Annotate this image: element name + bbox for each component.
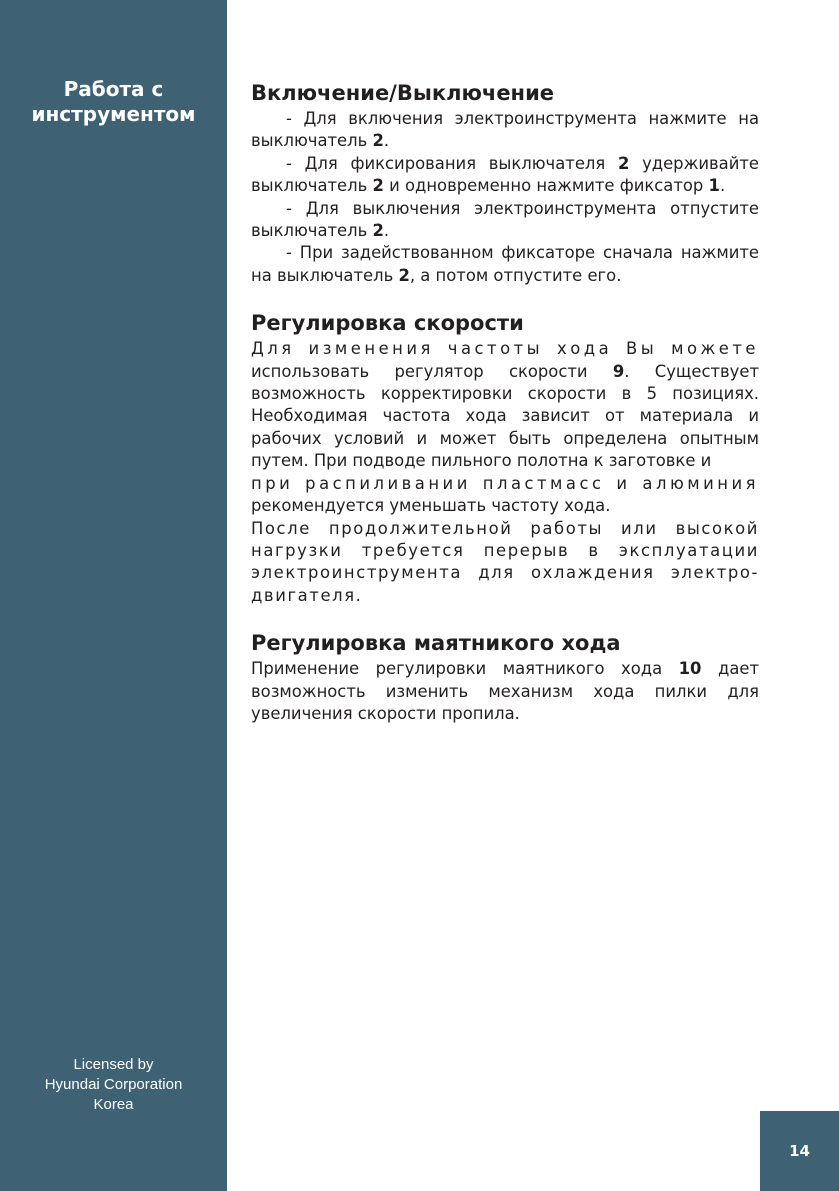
text: . Существует возможность корректировки скорости в 5 позициях. Необходимая частота хода зависит от материала и рабочих условий и может быть определена опытным путем. При подводе пильного полотна к заготовке и — [251, 361, 760, 471]
section-pendulum — [251, 630, 759, 725]
sidebar — [0, 0, 227, 1191]
section-heading-on-off: Включение/Выключение — [251, 81, 555, 105]
section-on-off — [251, 80, 759, 287]
section-heading-pendulum: Регулировка маятникого хода — [251, 631, 621, 656]
text: , а потом отпустите его. — [409, 265, 622, 285]
ref-number: 2 — [372, 131, 384, 151]
text: использовать регулятор скорости — [251, 361, 613, 381]
ref-number: 2 — [617, 153, 630, 173]
text: - Для выключения электроинструмента отпустите выключатель — [251, 198, 759, 241]
text: - Для фиксирования выключателя — [286, 153, 618, 173]
chapter-title — [0, 77, 227, 127]
text: . — [383, 131, 390, 151]
ref-number: 2 — [372, 176, 384, 196]
paragraph-switch-on — [251, 108, 759, 153]
ref-number: 1 — [708, 176, 720, 196]
page-number-box — [760, 1111, 839, 1191]
paragraph-speed-wide-line: при распиливании пластмасс и алюминия — [251, 473, 759, 493]
license-line2: Hyundai Corporation — [44, 1076, 183, 1093]
main-content — [251, 80, 759, 748]
paragraph-pendulum — [251, 658, 759, 725]
chapter-title-line2: инструментом — [31, 102, 196, 126]
paragraph-speed-body — [251, 361, 759, 473]
ref-number: 9 — [612, 361, 625, 381]
paragraph-switch-off — [251, 198, 759, 243]
text: - При задействованном фиксаторе сначала нажмите на выключатель — [251, 243, 759, 285]
text: Применение регулировки маятникого хода — [251, 659, 679, 679]
text: удерживайте выключатель — [251, 153, 759, 196]
page-number: 14 — [789, 1142, 810, 1160]
paragraph-speed-last: рекомендуется уменьшать частоту хода. — [251, 496, 611, 516]
ref-number: 2 — [398, 265, 410, 285]
text: - Для включения электроинструмента нажмите на выключатель — [251, 109, 759, 151]
paragraph-lock — [251, 153, 759, 198]
section-heading-speed: Регулировка скорости — [251, 311, 524, 336]
section-speed — [251, 310, 759, 607]
paragraph-speed-line1: Для изменения частоты хода Вы можете — [251, 339, 759, 359]
text: и одновременно нажмите фиксатор — [383, 176, 709, 196]
chapter-title-line1: Работа с — [63, 77, 164, 101]
ref-number: 2 — [372, 221, 384, 241]
paragraph-cooling: После продолжительной работы или высокой нагрузки требуется перерыв в эксплуатации электроинструмента для охлаждения электро-двигателя. — [251, 518, 759, 605]
text: . — [719, 176, 726, 196]
text: . — [383, 221, 390, 241]
paragraph-release-lock — [251, 242, 759, 287]
ref-number: 10 — [678, 659, 702, 679]
text: дает возможность изменить механизм хода пилки для увеличения скорости пропила. — [251, 659, 760, 723]
license-line3: Korea — [93, 1096, 134, 1113]
license-note — [0, 1055, 227, 1115]
license-line1: Licensed by — [73, 1056, 154, 1073]
